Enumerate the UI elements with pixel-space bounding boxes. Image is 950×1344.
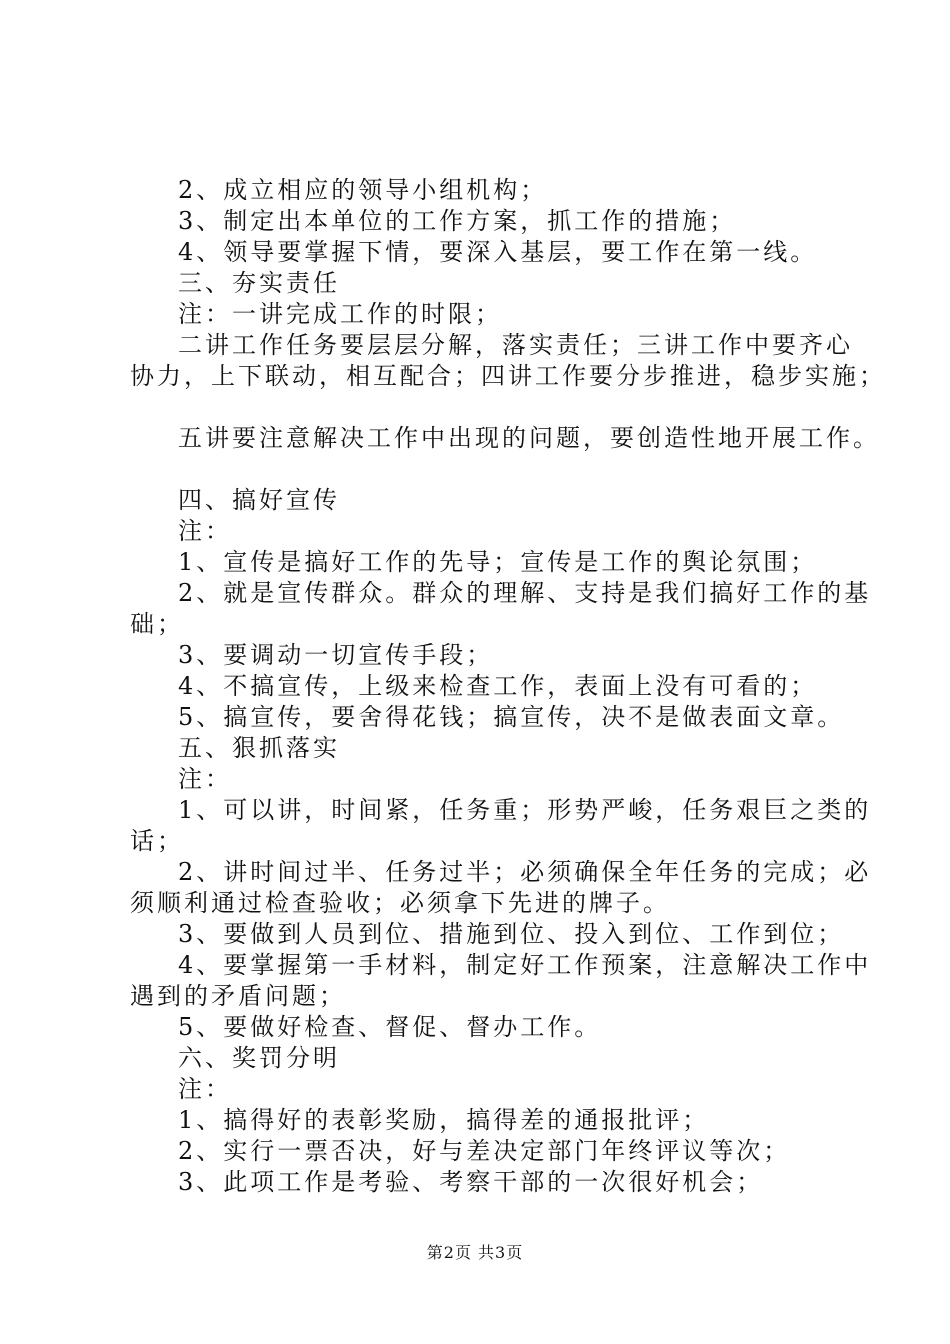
- text-line: 3、要调动一切宣传手段；: [178, 641, 494, 669]
- text-line: 二讲工作任务要层层分解，落实责任；三讲工作中要齐心: [178, 331, 853, 359]
- text-line: 三、夯实责任: [178, 269, 340, 297]
- text-line: 六、奖罚分明: [178, 1044, 340, 1072]
- text-line: 注：: [178, 1075, 232, 1103]
- text-line: 4、领导要掌握下情，要深入基层，要工作在第一线。: [178, 238, 818, 266]
- text-line: 3、此项工作是考验、考察干部的一次很好机会；: [178, 1168, 764, 1196]
- text-line: 2、实行一票否决，好与差决定部门年终评议等次；: [178, 1137, 791, 1165]
- text-line: 1、宣传是搞好工作的先导；宣传是工作的舆论氛围；: [178, 548, 818, 576]
- text-line: 4、不搞宣传，上级来检查工作，表面上没有可看的；: [178, 672, 818, 700]
- text-line: 5、要做好检查、督促、督办工作。: [178, 1013, 602, 1041]
- paragraph-gap: [130, 454, 840, 485]
- document-body: [130, 175, 886, 1198]
- text-line: 五、狠抓落实: [178, 734, 340, 762]
- text-line: 须顺利通过检查验收；必须拿下先进的牌子。: [130, 889, 670, 917]
- text-line: 1、搞得好的表彰奖励，搞得差的通报批评；: [178, 1106, 710, 1134]
- text-line: 注：一讲完成工作的时限；: [178, 300, 502, 328]
- text-line: 础；: [130, 610, 184, 638]
- text-line: 2、讲时间过半、任务过半；必须确保全年任务的完成；必: [178, 858, 872, 886]
- text-line: 注：: [178, 517, 232, 545]
- text-line: 注：: [178, 765, 232, 793]
- text-line: 遇到的矛盾问题；: [130, 982, 346, 1010]
- page-footer: 第2页 共3页: [426, 1243, 524, 1262]
- text-line: 1、可以讲，时间紧，任务重；形势严峻，任务艰巨之类的: [178, 796, 872, 824]
- text-line: 四、搞好宣传: [178, 486, 340, 514]
- paragraph-gap: [130, 392, 840, 423]
- text-line: 协力，上下联动，相互配合；四讲工作要分步推进，稳步实施；: [130, 362, 886, 390]
- text-line: 2、成立相应的领导小组机构；: [178, 176, 548, 204]
- text-line: 五讲要注意解决工作中出现的问题，要创造性地开展工作。: [178, 424, 880, 452]
- text-line: 2、就是宣传群众。群众的理解、支持是我们搞好工作的基: [178, 579, 872, 607]
- text-line: 3、要做到人员到位、措施到位、投入到位、工作到位；: [178, 920, 845, 948]
- text-line: 3、制定出本单位的工作方案，抓工作的措施；: [178, 207, 737, 235]
- text-line: 4、要掌握第一手材料，制定好工作预案，注意解决工作中: [178, 951, 872, 979]
- text-line: 5、搞宣传，要舍得花钱；搞宣传，决不是做表面文章。: [178, 703, 845, 731]
- text-line: 话；: [130, 827, 184, 855]
